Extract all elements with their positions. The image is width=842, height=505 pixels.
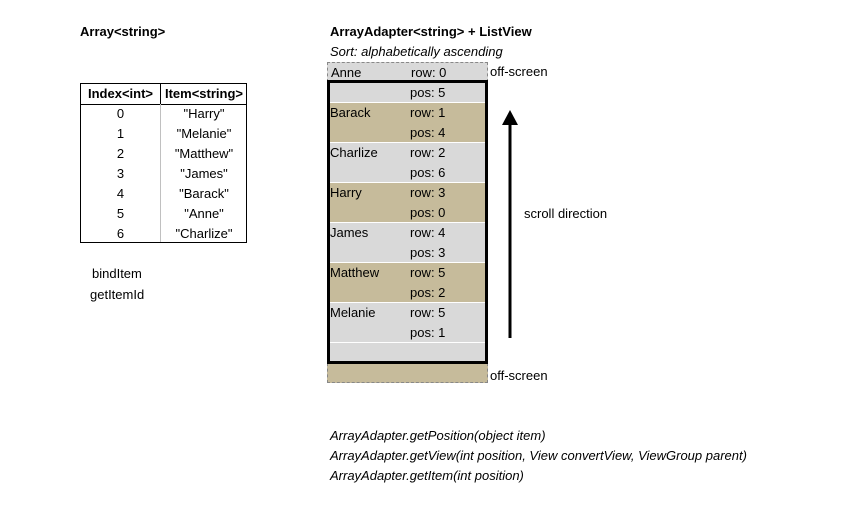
- table-row: [81, 104, 247, 124]
- method-get-item: ArrayAdapter.getItem(int position): [330, 468, 524, 483]
- row-position: pos: 4: [410, 125, 446, 140]
- index-cell: 0: [116, 106, 125, 121]
- array-table: [80, 83, 247, 243]
- row-index: row: 5: [410, 305, 446, 320]
- row-index: row: 0: [411, 65, 447, 80]
- listview-frame: [327, 80, 488, 364]
- row-name: Barack: [330, 105, 371, 120]
- row-index: row: 1: [410, 105, 446, 120]
- index-cell: 5: [116, 206, 125, 221]
- row-name: James: [330, 225, 369, 240]
- index-cell: 3: [116, 166, 125, 181]
- row-position: pos: 5: [410, 85, 446, 100]
- scroll-arrow-icon: [500, 108, 520, 340]
- row-name: Charlize: [330, 145, 378, 160]
- index-cell: 2: [116, 146, 125, 161]
- row-position: pos: 6: [410, 165, 446, 180]
- method-get-item-id: getItemId: [90, 287, 145, 302]
- adapter-title: ArrayAdapter<string> + ListView: [330, 24, 532, 39]
- row-name: Anne: [331, 65, 362, 80]
- row-name: Matthew: [330, 265, 380, 280]
- row-name: Harry: [330, 185, 362, 200]
- offscreen-bottom-label: off-screen: [490, 368, 548, 383]
- row-name: Melanie: [330, 305, 376, 320]
- header-item: Item<string>: [164, 86, 244, 101]
- row-position: pos: 0: [410, 205, 446, 220]
- item-cell: "Anne": [184, 206, 224, 221]
- row-position: pos: 3: [410, 245, 446, 260]
- table-row: [81, 224, 247, 244]
- index-cell: 4: [116, 186, 125, 201]
- row-index: row: 4: [410, 225, 446, 240]
- list-row-offscreen-top: [327, 62, 488, 82]
- item-cell: "Melanie": [176, 126, 232, 141]
- method-bind-item: bindItem: [92, 266, 142, 281]
- method-get-view: ArrayAdapter.getView(int position, View convertView, ViewGroup parent): [330, 448, 747, 463]
- table-row: [81, 204, 247, 224]
- row-position: pos: 2: [410, 285, 446, 300]
- item-cell: "Harry": [183, 106, 225, 121]
- item-cell: "Barack": [179, 186, 229, 201]
- adapter-subtitle: Sort: alphabetically ascending: [330, 44, 503, 59]
- table-row: [81, 144, 247, 164]
- table-row: [81, 164, 247, 184]
- item-cell: "Matthew": [174, 146, 234, 161]
- header-divider: [160, 84, 161, 104]
- item-cell: "Charlize": [175, 226, 233, 241]
- row-index: row: 2: [410, 145, 446, 160]
- table-row: [81, 184, 247, 204]
- row-position: pos: 1: [410, 325, 446, 340]
- array-title: Array<string>: [80, 24, 166, 39]
- header-index: Index<int>: [87, 86, 154, 101]
- scroll-direction-label: scroll direction: [524, 206, 608, 221]
- method-get-position: ArrayAdapter.getPosition(object item): [330, 428, 546, 443]
- row-index: row: 3: [410, 185, 446, 200]
- row-index: row: 5: [410, 265, 446, 280]
- index-cell: 1: [116, 126, 125, 141]
- list-row-offscreen-bottom: [327, 363, 488, 383]
- item-cell: "James": [180, 166, 228, 181]
- table-row: [81, 124, 247, 144]
- index-cell: 6: [116, 226, 125, 241]
- offscreen-top-label: off-screen: [490, 64, 548, 79]
